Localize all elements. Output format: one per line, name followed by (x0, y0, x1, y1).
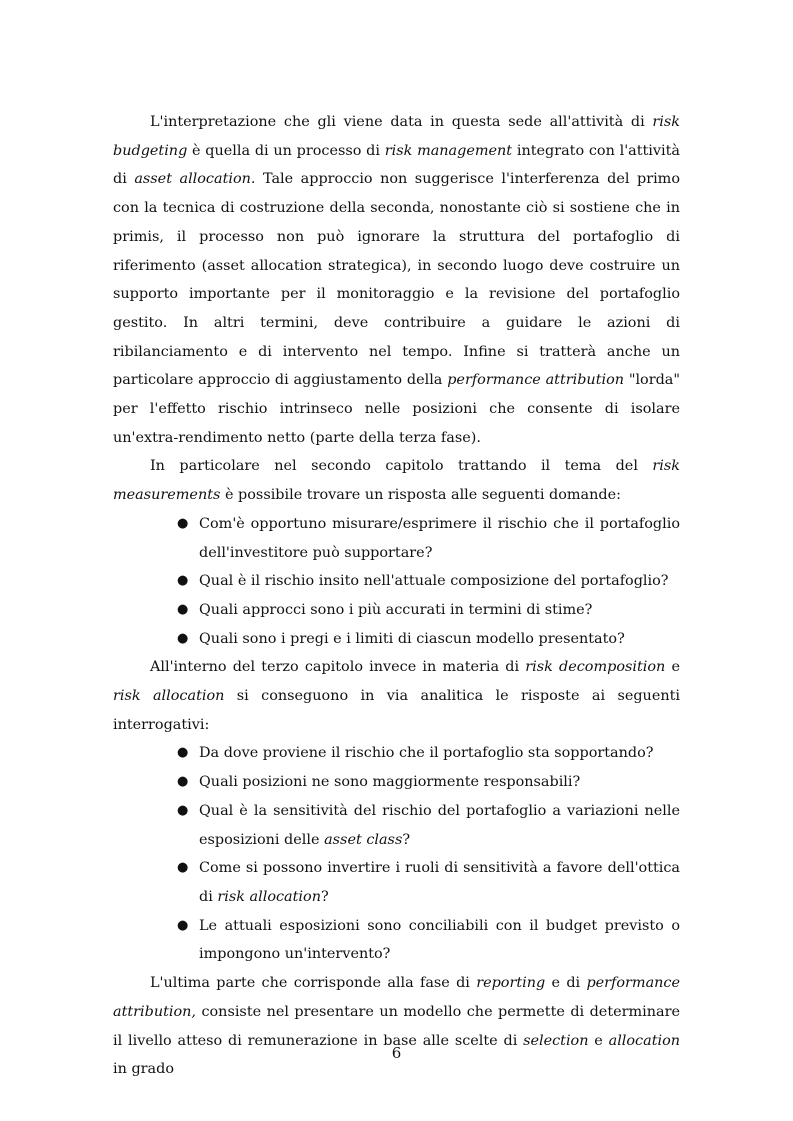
paragraph-second-chapter: In particolare nel secondo capitolo trattando il tema del risk measurements è possibile trovare un risposta alle seguenti domande: (113, 458, 680, 504)
bullet-icon: ● (177, 573, 189, 589)
question-list-measurement (113, 510, 680, 654)
paragraph-third-chapter: All'interno del terzo capitolo invece in materia di risk decomposition e risk allocation si conseguono in via analitica le risposte ai seguenti interrogativi: (113, 659, 680, 733)
bullet-icon: ● (177, 515, 189, 531)
paragraph-last-part: L'ultima parte che corrisponde alla fase di reporting e di performance attribution, consiste nel presentare un modello che permette di determinare il livello atteso di remunerazione in base alle scelte di selection e allocation in grado (113, 975, 681, 1078)
list-item: ● Qual è la sensitività del rischio del portafoglio a variazioni nelle esposizioni delle asset class? (199, 797, 680, 854)
bullet-icon: ● (177, 860, 189, 876)
paragraph-risk-budgeting: L'interpretazione che gli viene data in questa sede all'attività di risk budgeting è quella di un processo di risk management integrato con l'attività di asset allocation. Tale approccio non suggerisce l'interferenza del primo con la tecnica di costruzione della seconda, nonostante ciò si sostiene che in primis, il processo non può ignorare la struttura del portafoglio di riferimento (asset allocation strategica), in secondo luogo deve costruire un supporto importante per il monitoraggio e la revisione del portafoglio gestito. In altri termini, deve contribuire a guidare le azioni di ribilanciamento e di intervento nel tempo. Infine si tratterà anche un particolare approccio di aggiustamento della performance attribution "lorda" per l'effetto rischio intrinseco nelle posizioni che consente di isolare un'extra-rendimento netto (parte della terza fase). (113, 114, 681, 446)
list-item: ● Come si possono invertire i ruoli di sensitività a favore dell'ottica di risk allocation? (199, 854, 680, 911)
list-item: ● Quali approcci sono i più accurati in termini di stime? (199, 596, 680, 625)
list-item: ● Quali sono i pregi e i limiti di ciascun modello presentato? (199, 625, 680, 654)
bullet-icon: ● (177, 774, 189, 790)
bullet-icon: ● (177, 802, 189, 818)
list-item: ● Quali posizioni ne sono maggiormente responsabili? (199, 768, 680, 797)
bullet-icon: ● (177, 917, 189, 933)
list-item: ● Qual è il rischio insito nell'attuale composizione del portafoglio? (199, 567, 680, 596)
document-body (113, 108, 680, 1084)
list-item: ● Com'è opportuno misurare/esprimere il rischio che il portafoglio dell'investitore può supportare? (199, 510, 680, 567)
page-number: 6 (391, 1044, 402, 1062)
bullet-icon: ● (177, 601, 189, 617)
bullet-icon: ● (177, 630, 189, 646)
list-item: ● Da dove proviene il rischio che il portafoglio sta sopportando? (199, 739, 680, 768)
question-list-decomposition (113, 739, 680, 969)
list-item: ● Le attuali esposizioni sono conciliabili con il budget previsto o impongono un'intervento? (199, 912, 680, 969)
bullet-icon: ● (177, 745, 189, 761)
